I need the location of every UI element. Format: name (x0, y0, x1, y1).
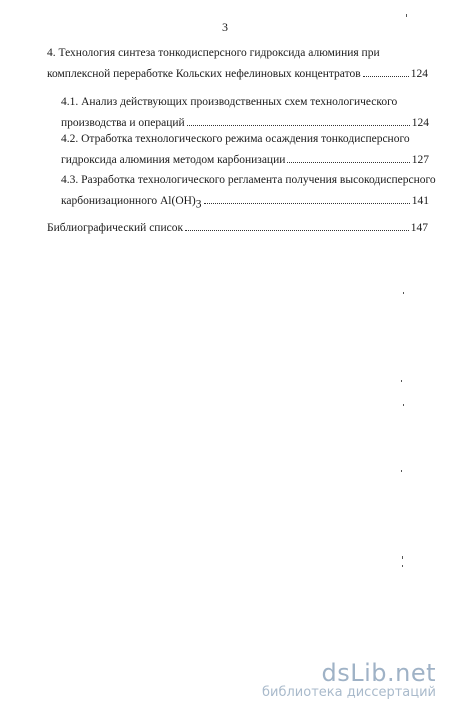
scan-mark (403, 292, 404, 294)
leader-dots (185, 220, 409, 231)
scan-mark (401, 470, 402, 472)
toc-entry-4-2-line2: гидроксида алюминия методом карбонизации (61, 154, 286, 166)
leader-dots (363, 66, 409, 77)
watermark (262, 659, 436, 700)
toc-entry-4-3[interactable] (61, 193, 429, 211)
toc-entry-bibliography[interactable] (47, 220, 428, 235)
scan-mark (402, 565, 403, 567)
toc-entry-4-2-page: 127 (411, 154, 429, 166)
toc-entry-4-2-line1: 4.2. Отработка технологического режима осаждения тонкодисперсного (61, 133, 410, 145)
toc-entry-4-1[interactable] (61, 115, 429, 130)
watermark-logo: dsLib.net (321, 659, 436, 687)
toc-entry-4-2[interactable] (61, 152, 429, 167)
toc-entry-bibliography-page: 147 (410, 222, 428, 234)
toc-entry-4-1-page: 124 (411, 117, 429, 129)
toc-entry-4-1-line2: производства и операций (61, 117, 185, 129)
subscript-3: 3 (195, 198, 202, 211)
leader-dots (187, 115, 410, 126)
watermark-subtitle: библиотека диссертаций (262, 685, 436, 700)
toc-entry-4-page: 124 (410, 68, 428, 80)
toc-entry-4-1-line1: 4.1. Анализ действующих производственных схем технологического (61, 96, 398, 108)
toc-entry-bibliography-label: Библиографический список (47, 222, 184, 234)
toc-entry-4-line2: комплексной переработке Кольских нефелиновых концентратов (47, 68, 361, 80)
toc-entry-4-3-line1: 4.3. Разработка технологического регламента получения высокодисперсного (61, 174, 436, 186)
scan-mark (406, 14, 407, 17)
toc-entry-4-line1: 4. Технология синтеза тонкодисперсного гидроксида алюминия при (47, 47, 380, 59)
leader-dots (204, 193, 410, 204)
page-number: 3 (222, 20, 228, 34)
toc-entry-4-3-line2 (61, 194, 202, 211)
toc-entry-4-3-page: 141 (411, 195, 429, 207)
scan-mark (403, 404, 404, 406)
toc-entry-4-3-line2-main: карбонизационного Al(OH) (61, 195, 196, 207)
scan-mark (401, 380, 402, 382)
leader-dots (287, 152, 409, 163)
scan-mark (402, 556, 403, 559)
toc-entry-4[interactable] (47, 66, 428, 81)
